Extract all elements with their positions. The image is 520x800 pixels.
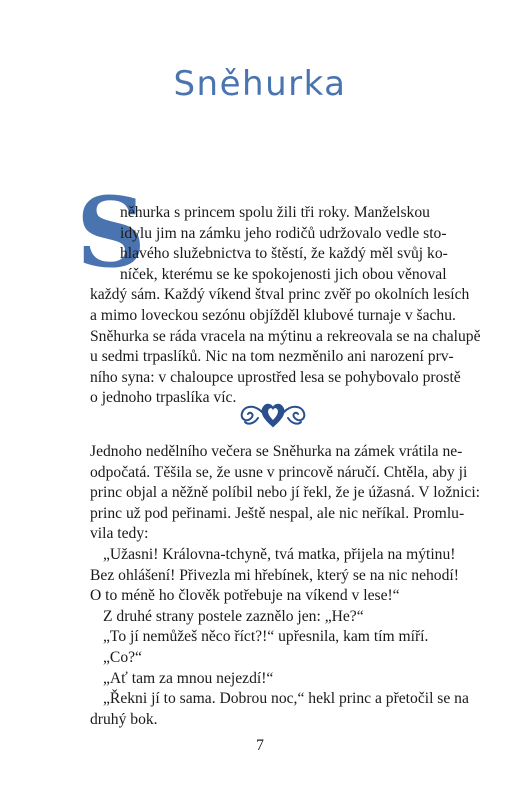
- text-line: vila tedy:: [90, 525, 149, 543]
- text-line: a mimo loveckou sezónu objížděl klubové turnaje v šachu.: [90, 306, 456, 324]
- text-line: níček, kterému se ke spokojenosti jich obou věnoval: [120, 265, 447, 283]
- text-line: ního syna: v chaloupce uprostřed lesa se pohybovalo prostě: [90, 368, 461, 386]
- text-line: „Užasni! Královna-tchyně, tvá matka, přijela na mýtinu!: [103, 545, 456, 563]
- page-number: 7: [256, 737, 264, 754]
- text-line: Z druhé strany postele zaznělo jen: „He?“: [103, 607, 364, 625]
- paragraph-1: [90, 203, 481, 409]
- text-line: O to méně ho člověk potřebuje na víkend v lese!“: [90, 587, 400, 605]
- text-line: něhurka s princem spolu žili tři roky. Manželskou: [120, 204, 430, 221]
- text-line: hlavého služebnictva to štěstí, že každý měl svůj ko-: [120, 245, 448, 263]
- text-line: druhý bok.: [90, 710, 158, 728]
- paragraph-2: [90, 442, 481, 730]
- text-line: o jednoho trpaslíka víc.: [90, 389, 237, 407]
- drop-cap-letter: S: [76, 176, 146, 289]
- chapter-title: Sněhurka: [173, 64, 347, 104]
- text-line: princ už pod peřinami. Ještě nespal, ale nic neříkal. Promlu-: [90, 504, 465, 522]
- text-line: „Co?“: [103, 648, 142, 666]
- text-line: „Ať tam za mnou nejezdí!“: [103, 669, 274, 687]
- text-line: Bez ohlášení! Přivezla mi hřebínek, který se na nic nehodí!: [90, 566, 459, 584]
- text-line: idylu jim na zámku jeho rodičů udržovalo vedle sto-: [120, 224, 447, 242]
- text-line: Sněhurka se ráda vracela na mýtinu a rekreovala se na chalupě: [90, 327, 481, 345]
- heart-ornament-icon: [238, 398, 308, 430]
- text-line: „To jí nemůžeš něco říct?!“ upřesnila, kam tím míří.: [103, 628, 429, 646]
- text-line: odpočatá. Těšila se, že usne v princově náručí. Chtěla, aby ji: [90, 463, 468, 481]
- text-line: „Řekni jí to sama. Dobrou noc,“ hekl princ a přetočil se na: [103, 690, 469, 708]
- text-line: Jednoho nedělního večera se Sněhurka na zámek vrátila ne-: [90, 443, 463, 460]
- text-line: princ objal a něžně políbil nebo jí řekl, že je úžasná. V ložnici:: [90, 484, 481, 502]
- text-line: u sedmi trpaslíků. Nic na tom nezměnilo ani narození prv-: [90, 348, 454, 366]
- text-line: každý sám. Každý víkend štval princ zvěř po okolních lesích: [90, 286, 470, 304]
